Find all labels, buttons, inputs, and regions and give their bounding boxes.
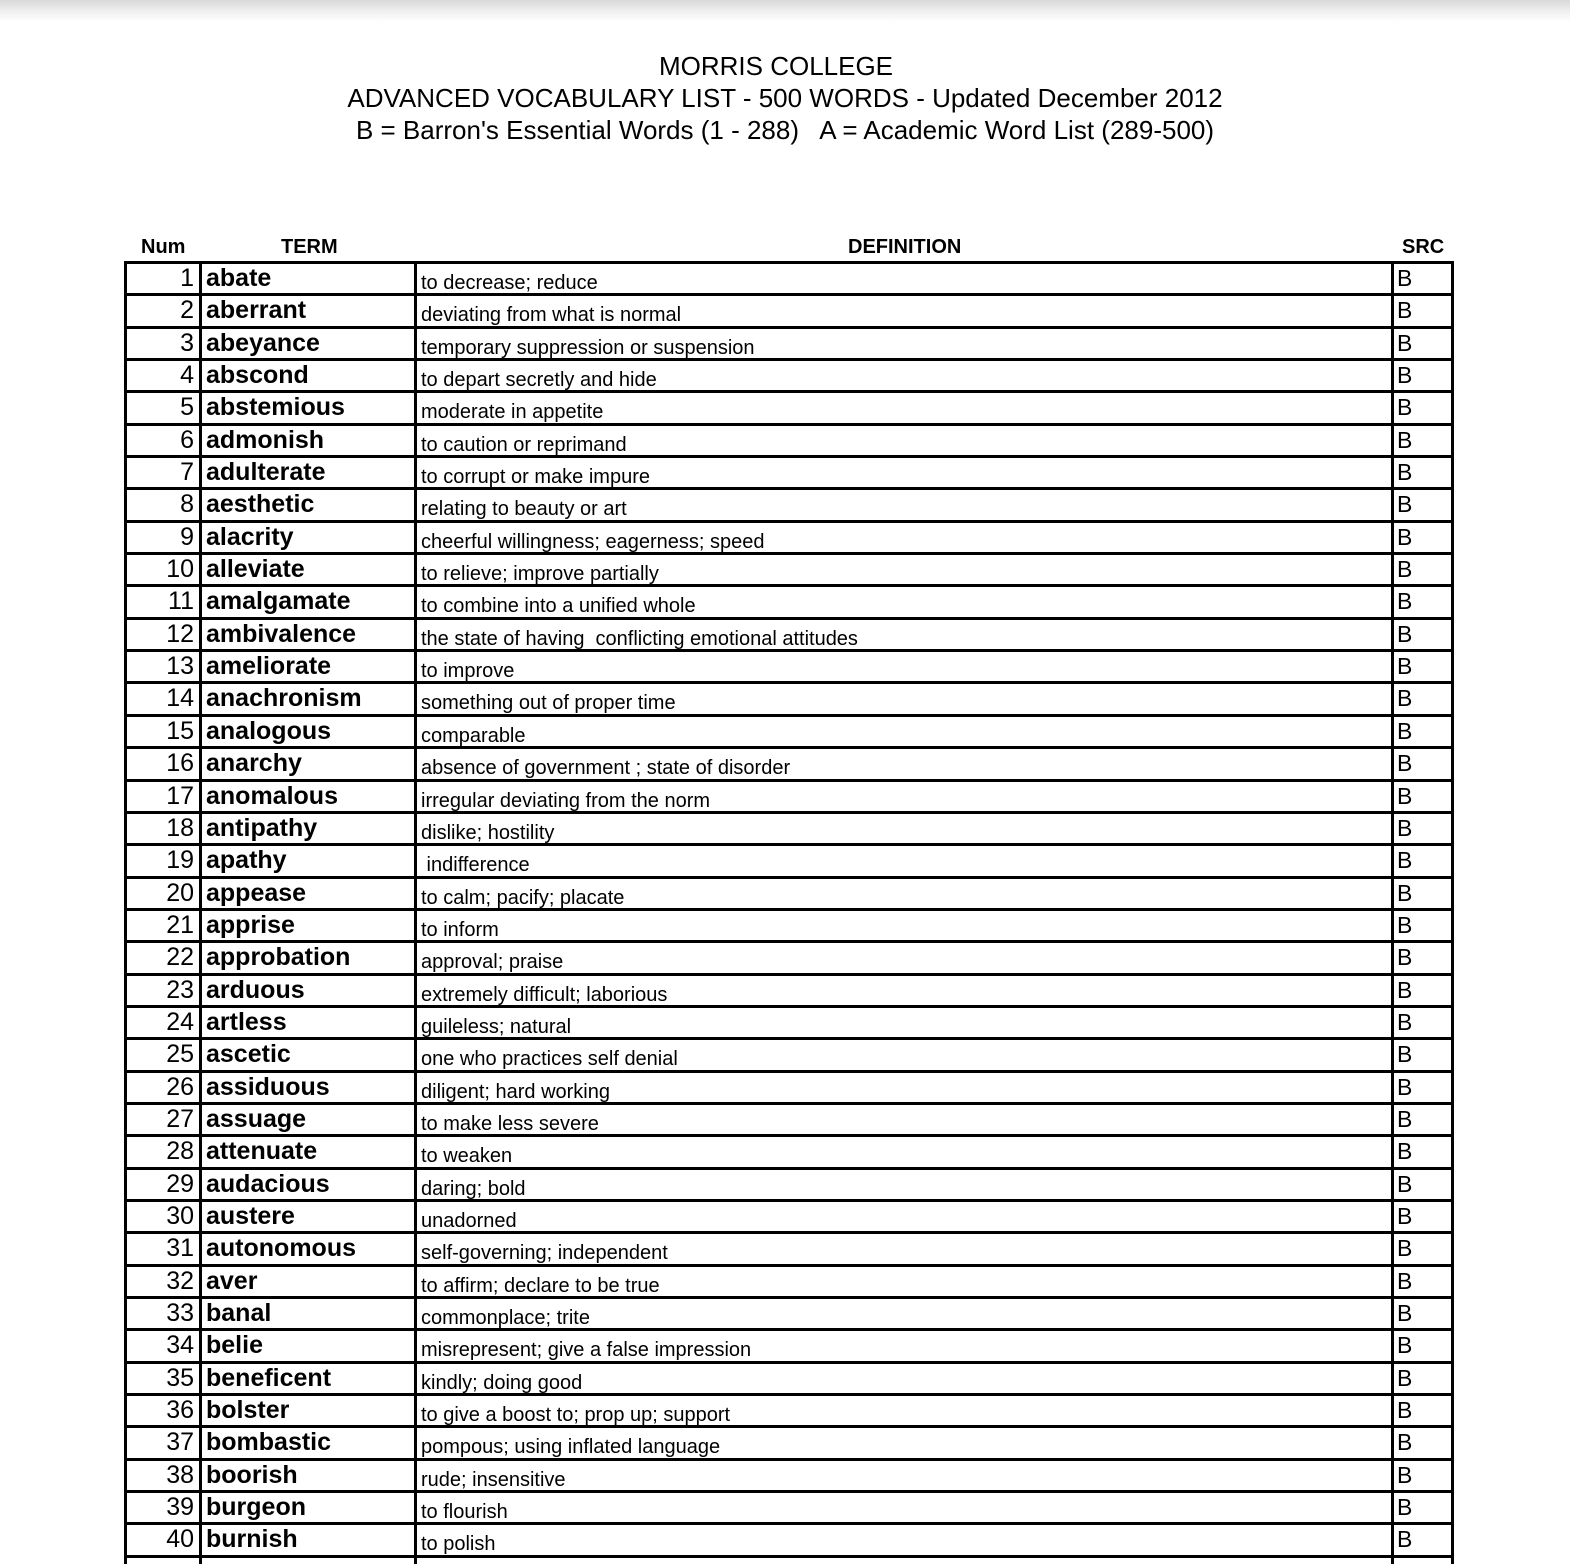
term-definition: dislike; hostility bbox=[421, 821, 555, 844]
term-definition: one who practices self denial bbox=[421, 1048, 678, 1070]
source-code: B bbox=[1397, 523, 1413, 550]
term-definition: something out of proper time bbox=[421, 692, 676, 714]
row-number: 34 bbox=[166, 1331, 194, 1360]
table-row bbox=[124, 1008, 1454, 1040]
source-code: B bbox=[1397, 1332, 1413, 1359]
source-code: B bbox=[1397, 426, 1413, 453]
table-row bbox=[124, 587, 1454, 619]
source-code: B bbox=[1397, 717, 1413, 744]
source-code: B bbox=[1397, 297, 1413, 324]
term-definition: to decrease; reduce bbox=[421, 272, 598, 294]
row-number: 20 bbox=[166, 878, 194, 907]
vocabulary-term: boorish bbox=[206, 1460, 298, 1489]
table-row bbox=[124, 1331, 1454, 1363]
term-definition: misrepresent; give a false impression bbox=[421, 1339, 752, 1361]
vocabulary-term: abscond bbox=[206, 361, 309, 390]
vocabulary-term: autonomous bbox=[206, 1234, 356, 1263]
term-definition: commonplace; trite bbox=[421, 1307, 590, 1329]
row-number: 18 bbox=[166, 813, 194, 842]
row-number: 1 bbox=[180, 264, 194, 292]
column-header-term: TERM bbox=[281, 236, 338, 258]
vocabulary-term: abeyance bbox=[206, 328, 320, 357]
vocabulary-term: anachronism bbox=[206, 684, 362, 713]
source-code: B bbox=[1397, 1202, 1413, 1229]
table-row bbox=[124, 264, 1454, 296]
row-number: 2 bbox=[180, 296, 194, 325]
source-code: B bbox=[1397, 1105, 1413, 1132]
table-row bbox=[124, 1105, 1454, 1137]
row-number: 37 bbox=[166, 1428, 194, 1457]
source-code: B bbox=[1397, 653, 1413, 680]
term-definition: to affirm; declare to be true bbox=[421, 1274, 660, 1296]
term-definition: extremely difficult; laborious bbox=[421, 983, 668, 1005]
term-definition: the state of having conflicting emotional attitudes bbox=[421, 627, 858, 650]
term-definition: absence of government ; state of disorder bbox=[421, 757, 791, 779]
vocabulary-term: audacious bbox=[206, 1169, 330, 1198]
table-row bbox=[124, 329, 1454, 361]
term-definition: indifference bbox=[421, 854, 530, 876]
row-number: 9 bbox=[180, 522, 194, 551]
term-definition: kindly; doing good bbox=[421, 1371, 583, 1394]
source-code: B bbox=[1397, 1397, 1413, 1424]
column-header-definition: DEFINITION bbox=[848, 236, 962, 258]
source-code: B bbox=[1397, 814, 1413, 841]
row-number: 25 bbox=[166, 1040, 194, 1069]
vocabulary-term: assiduous bbox=[206, 1072, 330, 1101]
table-row bbox=[124, 976, 1454, 1008]
term-definition: guileless; natural bbox=[421, 1015, 572, 1038]
term-definition: to make less severe bbox=[421, 1112, 599, 1135]
row-number: 31 bbox=[166, 1234, 194, 1263]
vocabulary-term: admonish bbox=[206, 425, 325, 454]
term-definition: to weaken bbox=[421, 1145, 513, 1167]
vocabulary-term: anomalous bbox=[206, 781, 338, 810]
vocabulary-term: abstemious bbox=[206, 393, 345, 422]
table-row bbox=[124, 717, 1454, 749]
table-row bbox=[124, 1461, 1454, 1493]
document-subtitle: ADVANCED VOCABULARY LIST - 500 WORDS - Updated December 2012 bbox=[347, 83, 1223, 113]
row-number: 7 bbox=[180, 458, 194, 487]
term-definition: to polish bbox=[421, 1533, 496, 1555]
row-number: 23 bbox=[166, 975, 194, 1004]
term-definition: comparable bbox=[421, 724, 526, 747]
vocabulary-term: adulterate bbox=[206, 458, 326, 487]
table-row bbox=[124, 1396, 1454, 1428]
term-definition: unadorned bbox=[421, 1209, 517, 1232]
row-number: 19 bbox=[166, 846, 194, 875]
vocabulary-term: abate bbox=[206, 264, 272, 292]
row-number: 11 bbox=[168, 587, 194, 616]
vocabulary-term: assuage bbox=[206, 1104, 307, 1133]
term-definition: to give a boost to; prop up; support bbox=[421, 1404, 731, 1426]
table-row bbox=[124, 1525, 1454, 1557]
row-number: 36 bbox=[166, 1396, 194, 1425]
column-header-num: Num bbox=[141, 236, 186, 258]
term-definition: to caution or reprimand bbox=[421, 433, 627, 456]
row-number: 35 bbox=[166, 1363, 194, 1392]
vocabulary-term: burnish bbox=[206, 1525, 298, 1554]
row-number: 6 bbox=[180, 425, 194, 454]
row-number: 22 bbox=[166, 943, 194, 972]
source-code: B bbox=[1397, 685, 1413, 712]
row-number: 14 bbox=[166, 684, 194, 713]
table-row bbox=[124, 490, 1454, 522]
row-number: 5 bbox=[180, 393, 194, 422]
source-code: B bbox=[1397, 1494, 1413, 1521]
table-row bbox=[124, 684, 1454, 716]
term-definition: self-governing; independent bbox=[421, 1242, 668, 1264]
vocabulary-term: apprise bbox=[206, 910, 295, 939]
row-number: 24 bbox=[166, 1007, 194, 1036]
table-row bbox=[124, 846, 1454, 878]
source-code: B bbox=[1397, 1235, 1413, 1262]
vocabulary-term: arduous bbox=[206, 975, 305, 1004]
table-row bbox=[124, 1493, 1454, 1525]
term-definition: deviating from what is normal bbox=[421, 304, 682, 326]
row-number: 29 bbox=[166, 1169, 194, 1198]
vocabulary-term: approbation bbox=[206, 943, 351, 972]
source-code: B bbox=[1397, 459, 1413, 486]
table-row bbox=[124, 458, 1454, 490]
row-number: 10 bbox=[166, 555, 194, 584]
vocabulary-term: austere bbox=[206, 1201, 295, 1230]
table-row bbox=[124, 1234, 1454, 1266]
row-number: 12 bbox=[166, 619, 194, 648]
row-number: 26 bbox=[166, 1072, 194, 1101]
source-code: B bbox=[1397, 911, 1413, 938]
row-number: 15 bbox=[166, 716, 194, 745]
vocabulary-term: analogous bbox=[206, 716, 332, 745]
vocabulary-term: artless bbox=[206, 1007, 287, 1036]
vocabulary-term: aberrant bbox=[206, 296, 307, 325]
source-code: B bbox=[1397, 879, 1413, 906]
vocabulary-term: ascetic bbox=[206, 1040, 291, 1069]
vocabulary-term: ameliorate bbox=[206, 652, 332, 681]
vocabulary-term: aver bbox=[206, 1266, 258, 1295]
vocabulary-term: apathy bbox=[206, 846, 287, 875]
source-code: B bbox=[1397, 847, 1413, 874]
source-code: B bbox=[1397, 1267, 1413, 1294]
source-code: B bbox=[1397, 1041, 1413, 1068]
term-definition: temporary suppression or suspension bbox=[421, 336, 755, 359]
vocabulary-term: ambivalence bbox=[206, 619, 357, 648]
vocabulary-term: burgeon bbox=[206, 1493, 306, 1522]
source-code: B bbox=[1397, 750, 1413, 777]
source-code: B bbox=[1397, 944, 1413, 971]
term-definition: to combine into a unified whole bbox=[421, 595, 696, 617]
vocabulary-term: anarchy bbox=[206, 749, 302, 778]
table-row bbox=[124, 393, 1454, 425]
source-code: B bbox=[1397, 491, 1413, 518]
row-number: 16 bbox=[166, 749, 194, 778]
table-row bbox=[124, 1267, 1454, 1299]
vocabulary-term: attenuate bbox=[206, 1137, 318, 1166]
source-code: B bbox=[1397, 588, 1413, 615]
term-definition: relating to beauty or art bbox=[421, 498, 627, 520]
term-definition: cheerful willingness; eagerness; speed bbox=[421, 530, 765, 553]
vocabulary-term: bombastic bbox=[206, 1428, 332, 1457]
row-number: 40 bbox=[166, 1525, 194, 1554]
table-row bbox=[124, 1364, 1454, 1396]
row-number: 38 bbox=[166, 1460, 194, 1489]
table-row bbox=[124, 1299, 1454, 1331]
term-definition: approval; praise bbox=[421, 951, 564, 973]
term-definition: pompous; using inflated language bbox=[421, 1436, 721, 1458]
source-code: B bbox=[1397, 1008, 1413, 1035]
vocabulary-table bbox=[124, 264, 1454, 1558]
term-definition: to calm; pacify; placate bbox=[421, 886, 625, 908]
vocabulary-term: banal bbox=[206, 1299, 272, 1327]
vocabulary-term: appease bbox=[206, 878, 307, 907]
table-row bbox=[124, 911, 1454, 943]
vocabulary-term: beneficent bbox=[206, 1363, 332, 1392]
row-number: 8 bbox=[180, 490, 194, 519]
term-definition: to relieve; improve partially bbox=[421, 563, 659, 585]
source-code: B bbox=[1397, 394, 1413, 421]
source-code: B bbox=[1397, 1300, 1413, 1326]
document-title: MORRIS COLLEGE bbox=[658, 51, 894, 81]
row-number: 27 bbox=[166, 1104, 194, 1133]
term-definition: to inform bbox=[421, 918, 499, 941]
vocabulary-term: aesthetic bbox=[206, 490, 315, 519]
source-code: B bbox=[1397, 265, 1413, 291]
table-row bbox=[124, 782, 1454, 814]
row-number: 28 bbox=[166, 1137, 194, 1166]
viewer-top-shadow bbox=[0, 0, 1570, 22]
table-row bbox=[124, 1073, 1454, 1105]
column-header-src: SRC bbox=[1402, 236, 1445, 258]
table-row bbox=[124, 426, 1454, 458]
table-row bbox=[124, 943, 1454, 975]
source-code: B bbox=[1397, 362, 1413, 389]
term-definition: moderate in appetite bbox=[421, 401, 604, 423]
table-row bbox=[124, 652, 1454, 684]
row-number: 13 bbox=[166, 652, 194, 681]
source-code: B bbox=[1397, 1170, 1413, 1197]
vocabulary-term: amalgamate bbox=[206, 587, 351, 616]
table-row bbox=[124, 1137, 1454, 1169]
source-code: B bbox=[1397, 1138, 1413, 1165]
source-code: B bbox=[1397, 1429, 1413, 1456]
source-code: B bbox=[1397, 1364, 1413, 1391]
term-definition: to corrupt or make impure bbox=[421, 466, 650, 488]
row-number: 4 bbox=[180, 361, 194, 390]
term-definition: irregular deviating from the norm bbox=[421, 789, 711, 811]
table-row bbox=[124, 361, 1454, 393]
vocabulary-term: belie bbox=[206, 1331, 263, 1360]
term-definition: to depart secretly and hide bbox=[421, 369, 657, 391]
row-number: 33 bbox=[166, 1299, 194, 1327]
source-code: B bbox=[1397, 1526, 1413, 1553]
term-definition: diligent; hard working bbox=[421, 1080, 610, 1102]
term-definition: rude; insensitive bbox=[421, 1468, 566, 1491]
term-definition: daring; bold bbox=[421, 1177, 526, 1199]
row-number: 17 bbox=[166, 781, 194, 810]
table-row bbox=[124, 879, 1454, 911]
row-number: 39 bbox=[166, 1493, 194, 1522]
row-number: 32 bbox=[166, 1266, 194, 1295]
row-number: 21 bbox=[166, 910, 194, 939]
table-row bbox=[124, 814, 1454, 846]
table-row bbox=[124, 555, 1454, 587]
source-code: B bbox=[1397, 782, 1413, 809]
source-code: B bbox=[1397, 556, 1413, 583]
source-code: B bbox=[1397, 329, 1413, 356]
source-code: B bbox=[1397, 1073, 1413, 1100]
table-row bbox=[124, 296, 1454, 328]
vocabulary-term: bolster bbox=[206, 1396, 290, 1425]
table-row bbox=[124, 1170, 1454, 1202]
table-row bbox=[124, 749, 1454, 781]
source-code: B bbox=[1397, 1461, 1413, 1488]
source-legend: B = Barron's Essential Words (1 - 288) A = Academic Word List (289-500) bbox=[355, 115, 1215, 145]
row-number: 30 bbox=[166, 1201, 194, 1230]
row-number: 3 bbox=[180, 328, 194, 357]
table-row bbox=[124, 523, 1454, 555]
term-definition: to flourish bbox=[421, 1501, 508, 1523]
table-row bbox=[124, 1202, 1454, 1234]
table-row bbox=[124, 1428, 1454, 1460]
vocabulary-term: alleviate bbox=[206, 555, 305, 584]
source-code: B bbox=[1397, 620, 1413, 647]
term-definition: to improve bbox=[421, 660, 515, 682]
table-row bbox=[124, 620, 1454, 652]
source-code: B bbox=[1397, 976, 1413, 1003]
vocabulary-term: antipathy bbox=[206, 813, 318, 842]
table-row bbox=[124, 1040, 1454, 1072]
vocabulary-term: alacrity bbox=[206, 522, 294, 551]
